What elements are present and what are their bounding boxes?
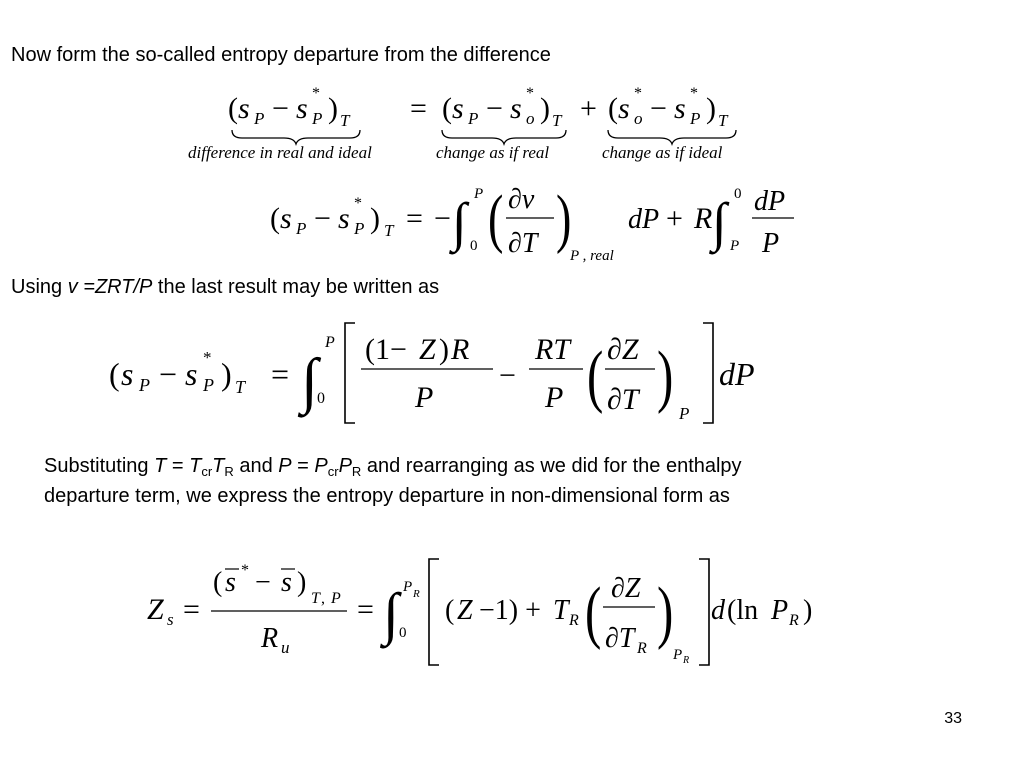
svg-text:T: T [553,595,569,626]
svg-text:R: R [789,612,799,629]
left-square-bracket [345,323,355,423]
svg-text:s: s [618,92,630,125]
svg-text:∂Z: ∂Z [607,333,639,366]
underbrace-right [608,130,736,144]
svg-text:): ) [540,92,550,125]
svg-text:∫: ∫ [712,192,727,252]
svg-text:−: − [434,202,451,235]
svg-text:o: o [634,109,643,128]
underbrace-middle [442,130,566,144]
substituting-line-2: departure term, we express the entropy departure in non-dimensional form as [44,485,730,507]
svg-text:R: R [683,655,690,666]
equation-4-zs [145,553,835,673]
label-change-real: change as if real [436,143,550,162]
equation-2-integral [260,172,820,267]
svg-text:): ) [328,92,338,125]
svg-text:s: s [238,92,250,125]
subst-R2: R [351,464,362,479]
svg-text:): ) [297,567,307,598]
svg-text:(ln: (ln [727,595,759,626]
svg-text:T: T [718,111,728,130]
svg-text:s: s [121,356,134,392]
svg-text:*: * [526,85,534,102]
eq1-right-term [608,85,729,130]
svg-text:T: T [340,111,350,130]
using-prefix: Using [11,276,68,298]
subst-text-a: Substituting [44,455,155,477]
svg-text:dP: dP [628,204,660,235]
svg-text:P: P [203,375,214,395]
svg-text:(: ( [587,337,604,416]
subst-PR: P [338,455,352,477]
eq4-left-bracket [429,559,439,665]
svg-text:*: * [203,348,212,367]
svg-text:s: s [452,92,464,125]
svg-text:(: ( [442,92,452,125]
svg-text:P: P [331,590,341,607]
svg-text:dP: dP [754,186,786,217]
svg-text:P: P [254,109,265,128]
label-change-ideal: change as if ideal [602,143,723,162]
svg-text:P: P [690,109,701,128]
svg-text:RT: RT [535,333,571,366]
integral-upper-limit: P [474,186,484,202]
eq1-middle-term [442,85,563,130]
svg-text:P: P [325,334,335,351]
equation-3-integral [105,315,785,430]
svg-text:s: s [167,610,174,629]
svg-text:=: = [271,356,290,392]
svg-text:∂Z: ∂Z [611,573,641,604]
svg-text:−: − [255,567,271,598]
svg-text:P: P [673,647,683,663]
svg-text:(: ( [109,356,120,392]
svg-text:∂v: ∂v [508,184,535,215]
equals-sign: = [410,92,427,125]
svg-text:T: T [384,221,394,240]
svg-text:R: R [569,612,579,629]
integral-sign: ∫ [452,192,467,252]
svg-text:P: P [354,219,365,238]
svg-text:Z: Z [457,595,473,626]
using-text [11,276,439,299]
svg-text:=: = [357,593,374,626]
svg-text:): ) [657,573,674,652]
subst-text-b: and rearranging as we did for the enthalpy [361,455,742,477]
svg-text:P: P [545,381,564,414]
subst-TR: T [212,455,225,477]
svg-text:s: s [185,356,198,392]
svg-text:(: ( [585,573,602,652]
subst-Pcr: P [314,455,328,477]
svg-text:(: ( [213,567,223,598]
svg-text:o: o [526,109,535,128]
svg-text:s: s [510,92,522,125]
svg-text:−: − [159,356,178,392]
svg-text:∂T: ∂T [607,383,639,416]
subst-cr2: cr [327,464,339,479]
svg-text:(: ( [228,92,238,125]
svg-text:+: + [666,202,683,235]
svg-text:P: P [771,595,789,626]
svg-text:0: 0 [317,390,325,407]
svg-text:P: P [312,109,323,128]
svg-text:,: , [321,590,325,607]
svg-text:=: = [406,202,423,235]
derivative-subscript: P , real [570,248,614,264]
svg-text:∫: ∫ [301,347,318,415]
subst-and: and [233,455,279,477]
integral-lower-limit: 0 [470,238,478,254]
svg-text:P: P [139,375,150,395]
svg-text:): ) [706,92,716,125]
subst-eq2: = [291,455,315,477]
svg-text:∂T: ∂T [508,228,538,259]
svg-text:*: * [241,562,249,579]
eq4-right-bracket [699,559,709,665]
svg-text:P: P [679,404,690,423]
svg-text:*: * [312,85,320,102]
integral2-lower-limit: P [730,238,740,254]
svg-text:): ) [221,356,232,392]
label-difference: difference in real and ideal [188,143,372,162]
svg-text:(: ( [608,92,618,125]
svg-text:−: − [499,359,516,392]
svg-text:=: = [183,593,200,626]
svg-text:s: s [296,92,308,125]
svg-text:*: * [354,195,362,212]
subst-T: T [154,455,167,477]
svg-text:P: P [468,109,479,128]
svg-text:(: ( [445,595,455,626]
using-formula: v =ZRT/P [67,276,153,298]
svg-text:(: ( [270,202,280,235]
svg-text:T: T [311,590,320,607]
svg-text:*: * [690,85,698,102]
eq1-left-term [228,85,351,130]
subst-Tcr: T [189,455,202,477]
right-square-bracket [703,323,713,423]
svg-text:−: − [486,92,503,125]
page-number: 33 [944,710,962,727]
svg-text:s: s [674,92,686,125]
svg-text:): ) [556,182,572,256]
svg-text:0: 0 [399,625,407,641]
plus-sign: + [580,92,597,125]
eq3-lhs [109,348,247,397]
svg-text:): ) [439,333,449,366]
svg-text:−: − [650,92,667,125]
svg-text:R: R [261,623,279,654]
svg-text:−: − [272,92,289,125]
svg-text:s: s [280,202,292,235]
svg-text:P: P [296,219,307,238]
svg-text:(: ( [488,182,504,256]
eq2-lhs [270,195,395,240]
svg-text:−1) +: −1) + [479,595,541,626]
subst-P: P [278,455,292,477]
svg-text:*: * [634,85,642,102]
using-suffix: the last result may be written as [152,276,440,298]
subst-cr1: cr [201,464,213,479]
svg-text:): ) [370,202,380,235]
equation-1-decomposition [180,82,760,168]
svg-text:d: d [711,595,725,626]
subst-eq1: = [166,455,190,477]
svg-text:R: R [694,202,713,235]
svg-text:∫: ∫ [383,581,399,646]
svg-text:dP: dP [719,356,755,392]
svg-text:P: P [403,579,413,595]
svg-text:R: R [413,588,420,600]
svg-text:u: u [281,638,290,657]
subst-R1: R [224,464,234,479]
svg-text:P: P [415,381,434,414]
svg-text:Z: Z [147,593,164,626]
substituting-line-1 [44,455,742,478]
svg-text:(1−: (1− [365,333,407,366]
svg-text:): ) [657,337,674,416]
underbrace-left [232,130,360,144]
svg-text:Z: Z [419,333,436,366]
svg-text:R: R [637,640,647,657]
integral2-upper-limit: 0 [734,186,742,202]
svg-text:∂T: ∂T [605,623,635,654]
svg-text:T: T [235,377,246,397]
svg-text:s: s [281,567,292,598]
intro-text: Now form the so-called entropy departure from the difference [11,44,551,66]
svg-text:s: s [338,202,350,235]
svg-text:−: − [314,202,331,235]
svg-text:): ) [803,595,813,626]
svg-text:T: T [552,111,562,130]
svg-text:s: s [225,567,236,598]
svg-text:P: P [762,228,780,259]
svg-text:R: R [451,333,470,366]
